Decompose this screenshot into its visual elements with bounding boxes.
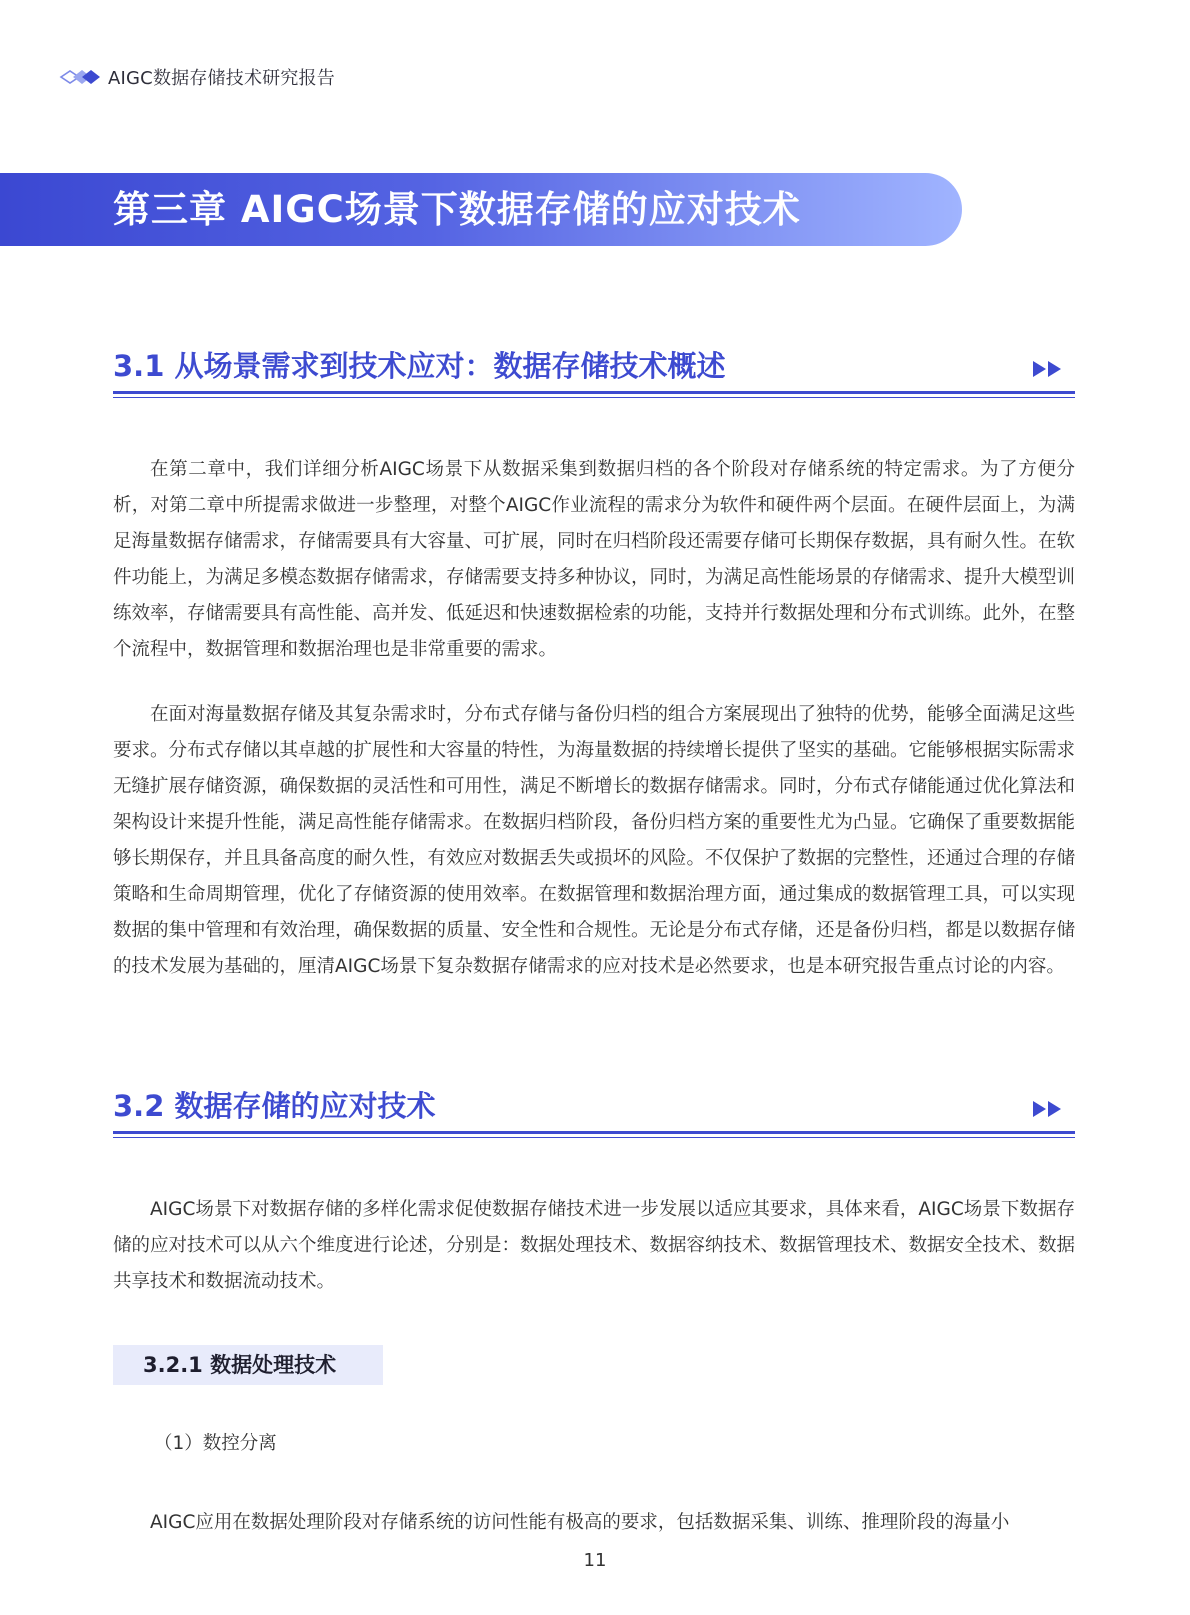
subsection-title: 3.2.1 数据处理技术 bbox=[143, 1353, 337, 1377]
report-title: AIGC数据存储技术研究报告 bbox=[108, 68, 335, 89]
double-arrow-icon bbox=[1033, 361, 1063, 377]
chapter-banner bbox=[0, 173, 962, 246]
section-title: 3.2 数据存储的应对技术 bbox=[113, 1089, 436, 1123]
diamond-logo-icon bbox=[58, 68, 104, 86]
subsection-3-2-1-heading bbox=[113, 1345, 383, 1385]
paragraph: AIGC场景下对数据存储的多样化需求促使数据存储技术进一步发展以适应其要求，具体来看，AIGC场景下数据存储的应对技术可以从六个维度进行论述，分别是：数据处理技术、数据容纳技术、数据管理技术、数据安全技术、数据共享技术和数据流动技术。 bbox=[113, 1199, 1076, 1292]
page-number: 11 bbox=[583, 1550, 607, 1571]
running-header bbox=[58, 64, 335, 90]
section-rule bbox=[113, 391, 1075, 394]
paragraph: AIGC应用在数据处理阶段对存储系统的访问性能有极高的要求，包括数据采集、训练、推理阶段的海量小 bbox=[150, 1512, 1010, 1533]
item-title: （1）数控分离 bbox=[154, 1433, 277, 1454]
paragraph: 在第二章中，我们详细分析AIGC场景下从数据采集到数据归档的各个阶段对存储系统的特定需求。为了方便分析，对第二章中所提需求做进一步整理，对整个AIGC作业流程的需求分为软件和硬件两个层面。在硬件层面上，为满足海量数据存储需求，存储需要具有大容量、可扩展，同时在归档阶段还需要存储可长期保存数据，具有耐久性。在软件功能上，为满足多模态数据存储需求，存储需要支持多种协议，同时，为满足高性能场景的存储需求、提升大模型训练效率，存储需要具有高性能、高并发、低延迟和快速数据检索的功能，支持并行数据处理和分布式训练。此外，在整个流程中，数据管理和数据治理也是非常重要的需求。 bbox=[113, 459, 1076, 660]
section-rule bbox=[113, 1131, 1075, 1134]
section-3-1-heading bbox=[113, 343, 1075, 398]
section-title: 3.1 从场景需求到技术应对：数据存储技术概述 bbox=[113, 349, 726, 383]
section-rule bbox=[113, 397, 1075, 398]
chapter-title: 第三章 AIGC场景下数据存储的应对技术 bbox=[113, 188, 801, 231]
paragraph: 在面对海量数据存储及其复杂需求时，分布式存储与备份归档的组合方案展现出了独特的优势，能够全面满足这些要求。分布式存储以其卓越的扩展性和大容量的特性，为海量数据的持续增长提供了坚实的基础。它能够根据实际需求无缝扩展存储资源，确保数据的灵活性和可用性，满足不断增长的数据存储需求。同时，分布式存储能通过优化算法和架构设计来提升性能，满足高性能存储需求。在数据归档阶段，备份归档方案的重要性尤为凸显。它确保了重要数据能够长期保存，并且具备高度的耐久性，有效应对数据丢失或损坏的风险。不仅保护了数据的完整性，还通过合理的存储策略和生命周期管理，优化了存储资源的使用效率。在数据管理和数据治理方面，通过集成的数据管理工具，可以实现数据的集中管理和有效治理，确保数据的质量、安全性和合规性。无论是分布式存储，还是备份归档，都是以数据存储的技术发展为基础的，厘清AIGC场景下复杂数据存储需求的应对技术是必然要求，也是本研究报告重点讨论的内容。 bbox=[113, 704, 1076, 977]
section-rule bbox=[113, 1137, 1075, 1138]
section-3-2-heading bbox=[113, 1083, 1075, 1138]
double-arrow-icon bbox=[1033, 1101, 1063, 1117]
